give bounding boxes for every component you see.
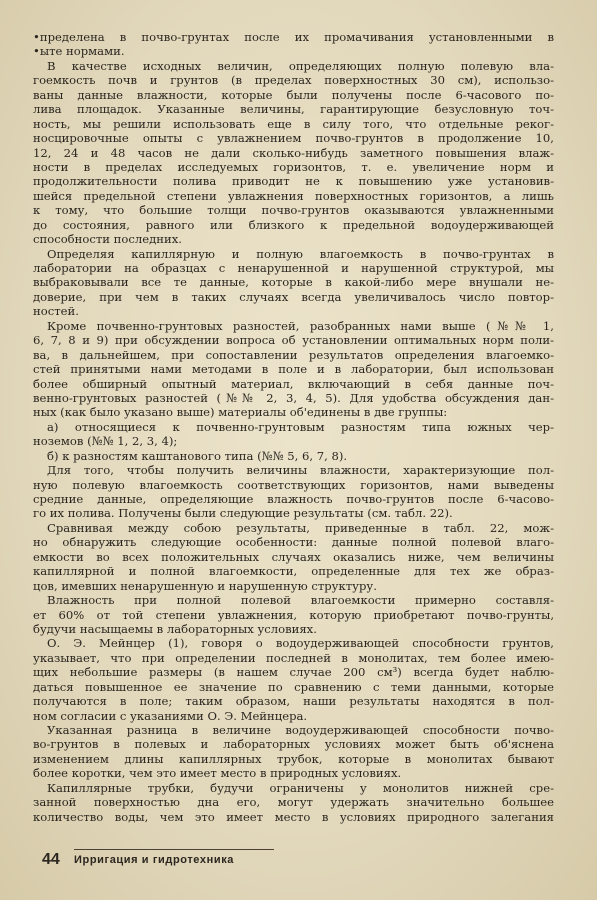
text-line: лива площадок. Указанные величины, гарантирующие безусловную точ- [33, 102, 554, 117]
journal-title: Ирригация и гидротехника [74, 854, 235, 866]
text-line: даться повышенное ее значение по сравнению с теми данными, которые [33, 679, 554, 694]
text-line: стей принятыми нами методами в поле и в лаборатории, был использован [33, 362, 554, 377]
article-body [33, 30, 554, 824]
text-line: более коротки, чем это имеет место в природных условиях. [33, 766, 402, 781]
text-line: занной поверхностью дна его, могут удержать значительно большее [33, 795, 554, 810]
page-number: 44 [42, 851, 60, 868]
text-line: щих небольшие размеры (в нашем случае 200 см³) всегда будет наблю- [33, 665, 554, 680]
text-line: 6, 7, 8 и 9) при обсуждении вопроса об установлении оптимальных норм поли- [33, 333, 554, 348]
text-line: а) относящиеся к почвенно-грунтовым разностям типа южных чер- [47, 419, 554, 434]
text-line: Капиллярные трубки, будучи ограничены у монолитов нижней сре- [47, 780, 554, 795]
text-line: Кроме почвенно-грунтовых разностей, разобранных нами выше (№№ 1, [47, 318, 554, 333]
text-line: во-грунтов в полевых и лабораторных условиях может быть об'яснена [33, 737, 554, 752]
text-line: Указанная разница в величине водоудерживающей способности почво- [47, 723, 554, 737]
text-line: •ыте нормами. [33, 44, 125, 59]
text-line: будучи насыщаемы в лабораторных условиях. [33, 621, 317, 636]
text-line: го их полива. Получены были следующие результаты (см. табл. 22). [33, 506, 453, 521]
text-line: ваны данные влажности, которые были получены после 6-часового по- [33, 87, 554, 102]
text-line: В качестве исходных величин, определяющих полную полевую вла- [47, 58, 554, 73]
text-line: цов, имевших ненарушенную и нарушенную структуру. [33, 578, 377, 593]
text-line: б) к разностям каштанового типа (№№ 5, 6, 7, 8). [47, 448, 348, 463]
text-line: гоемкость почв и грунтов (в пределах поверхностных 30 см), использо- [33, 73, 554, 88]
text-line: ность, мы решили использовать еще в силу того, что отдельные реког- [33, 116, 554, 131]
text-line: Влажность при полной полевой влагоемкости примерно составля- [47, 593, 554, 608]
text-line: 12, 24 и 48 часов не дали сколько-нибудь заметного повышения влаж- [33, 145, 554, 160]
text-line: Для того, чтобы получить величины влажности, характеризующие пол- [47, 463, 554, 478]
text-line: Сравнивая между собою результаты, приведенные в табл. 22, мож- [47, 520, 554, 535]
text-line: Определяя капиллярную и полную влагоемкость в почво-грунтах в [47, 246, 554, 261]
text-line: но обнаружить следующие особенности: данные полной полевой влаго- [33, 535, 554, 550]
text-line: ет 60% от той степени увлажнения, которую приобретают почво-грунты, [33, 607, 554, 622]
text-line: венно-грунтовых разностей (№№ 2, 3, 4, 5). Для удобства обсуждения дан- [33, 390, 554, 405]
text-line: О. Э. Мейнцер (1), говоря о водоудерживающей способности грунтов, [47, 636, 554, 651]
text-line: до состояния, равного или близкого к предельной водоудерживающей [33, 217, 554, 232]
text-line: изменением длины капиллярных трубок, которые в монолитах бывают [33, 751, 554, 766]
text-line: капиллярной и полной влагоемкости, определенные для тех же образ- [33, 564, 554, 579]
text-line: емкости во всех положительных случаях оказались ниже, чем величины [33, 549, 554, 564]
text-line: получаются в поле; таким образом, наши результаты находятся в пол- [33, 694, 554, 709]
page-footer [42, 851, 542, 873]
text-line: более обширный опытный материал, включающий в себя данные поч- [33, 376, 554, 391]
footer-rule [74, 849, 274, 850]
text-line: •пределена в почво-грунтах после их промачивания установленными в [33, 30, 554, 44]
text-line: ва, в дальнейшем, при сопоставлении результатов определения влагоемко- [33, 347, 554, 362]
text-line: средние данные, определяющие влажность почво-грунтов после 6-часово- [33, 492, 554, 506]
text-line: носцировочные опыты с увлажнением почво-грунтов в продолжение 10, [33, 131, 554, 146]
text-line: количество воды, чем это имеет место в условиях природного залегания [33, 809, 554, 824]
text-line: ном согласии с указаниями О. Э. Мейнцера. [33, 708, 308, 723]
text-line: продолжительности полива приводит не к повышению уже установив- [33, 174, 554, 189]
text-line: ноземов (№№ 1, 2, 3, 4); [33, 434, 178, 449]
text-line: способности последних. [33, 232, 182, 247]
text-line: шейся предельной степени увлажнения поверхностных горизонтов, а лишь [33, 188, 554, 203]
text-line: ную полевую влагоемкость соответствующих горизонтов, нами выведены [33, 477, 554, 492]
text-line: ных (как было указано выше) материалы об'единены в две группы: [33, 405, 448, 420]
text-line: указывает, что при определении последней в монолитах, тем более имею- [33, 650, 554, 665]
text-line: к тому, что большие толщи почво-грунтов оказываются увлажненными [33, 203, 554, 218]
text-line: ности в пределах исследуемых горизонтов, т. е. увеличение норм и [33, 159, 554, 174]
text-line: выбраковывали все те данные, которые в какой-либо мере внушали не- [33, 275, 554, 290]
text-line: ностей. [33, 304, 79, 319]
text-line: лаборатории на образцах с ненарушенной и нарушенной структурой, мы [33, 261, 554, 275]
text-line: доверие, при чем в таких случаях всегда увеличивалось число повтор- [33, 289, 554, 304]
